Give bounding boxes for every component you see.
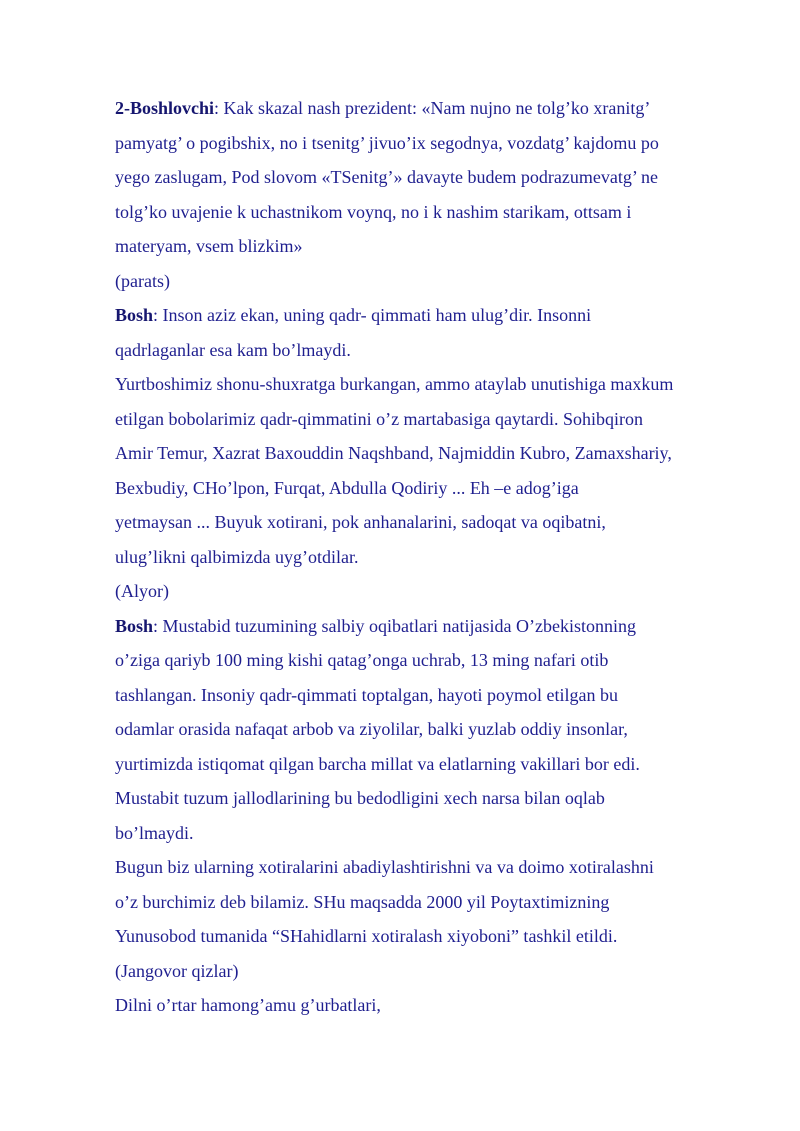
line-text: Mustabit tuzum jallodlarining bu bedodligini xech narsa bilan oqlab: [115, 788, 605, 808]
text-line: [115, 126, 755, 161]
text-line: [115, 505, 755, 540]
line-text: Amir Temur, Xazrat Baxouddin Naqshband, Najmiddin Kubro, Zamaxshariy,: [115, 443, 672, 463]
text-line: [115, 988, 755, 1023]
line-text: Bugun biz ularning xotiralarini abadiylashtirishni va va doimo xotiralashni: [115, 857, 654, 877]
text-line: [115, 816, 755, 851]
line-text: (Jangovor qizlar): [115, 960, 239, 981]
document-body: [115, 91, 755, 1023]
text-line: [115, 885, 755, 920]
text-line: [115, 229, 755, 264]
text-line: [115, 643, 755, 678]
line-text: Dilni o’rtar hamong’amu g’urbatlari,: [115, 995, 381, 1015]
text-line: [115, 367, 755, 402]
line-text: : Kak skazal nash prezident: «Nam nujno ne tolg’ko xranitg’: [214, 98, 651, 118]
line-text: qadrlaganlar esa kam bo’lmaydi.: [115, 339, 351, 360]
line-text: pamyatg’ o pogibshix, no i tsenitg’ jivuo’ix segodnya, vozdatg’ kajdomu po: [115, 132, 659, 153]
text-line: [115, 436, 755, 471]
speaker-label: Bosh: [115, 615, 154, 636]
line-text: tolg’ko uvajenie k uchastnikom voynq, no i k nashim starikam, ottsam i: [115, 201, 632, 222]
stage-direction: [115, 264, 755, 299]
stage-direction: [115, 574, 755, 609]
line-text: : Mustabid tuzumining salbiy oqibatlari natijasida O’zbekistonning: [153, 615, 636, 636]
text-line: [115, 402, 755, 437]
text-line: [115, 91, 755, 126]
line-text: yego zaslugam, Pod slovom «TSenitg’» davayte budem podrazumevatg’ ne: [115, 167, 659, 187]
line-text: etilgan bobolarimiz qadr-qimmatini o’z martabasiga qaytardi. Sohibqiron: [115, 408, 643, 429]
line-text: (parats): [115, 270, 170, 291]
text-line: [115, 747, 755, 782]
stage-direction: [115, 954, 755, 989]
line-text: Bexbudiy, CHo’lpon, Furqat, Abdulla Qodiriy ... Eh –e adog’iga: [115, 477, 579, 498]
text-line: [115, 919, 755, 954]
text-line: [115, 471, 755, 506]
line-text: o’z burchimiz deb bilamiz. SHu maqsadda 2000 yil Poytaxtimizning: [115, 891, 610, 912]
text-line: [115, 609, 755, 644]
text-line: [115, 333, 755, 368]
line-text: bo’lmaydi.: [115, 822, 194, 843]
line-text: yurtimizda istiqomat qilgan barcha millat va elatlarning vakillari bor edi.: [115, 753, 640, 774]
line-text: Yunusobod tumanida “SHahidlarni xotiralash xiyoboni” tashkil etildi.: [115, 926, 618, 946]
line-text: ulug’likni qalbimizda uyg’otdilar.: [115, 546, 359, 567]
text-line: [115, 678, 755, 713]
line-text: Yurtboshimiz shonu-shuxratga burkangan, ammo ataylab unutishiga maxkum: [115, 374, 674, 394]
line-text: (Alyor): [115, 581, 169, 601]
text-line: [115, 712, 755, 747]
line-text: yetmaysan ... Buyuk xotirani, pok anhanalarini, sadoqat va oqibatni,: [115, 512, 606, 532]
speaker-label: 2-Boshlovchi: [115, 98, 215, 118]
line-text: odamlar orasida nafaqat arbob va ziyolilar, balki yuzlab oddiy insonlar,: [115, 719, 628, 739]
line-text: : Inson aziz ekan, uning qadr- qimmati ham ulug’dir. Insonni: [153, 305, 592, 325]
text-line: [115, 195, 755, 230]
text-line: [115, 781, 755, 816]
line-text: materyam, vsem blizkim»: [115, 236, 303, 256]
speaker-label: Bosh: [115, 305, 154, 325]
text-line: [115, 540, 755, 575]
line-text: o’ziga qariyb 100 ming kishi qatag’onga uchrab, 13 ming nafari otib: [115, 650, 609, 670]
text-line: [115, 850, 755, 885]
text-line: [115, 160, 755, 195]
text-line: [115, 298, 755, 333]
line-text: tashlangan. Insoniy qadr-qimmati toptalgan, hayoti poymol etilgan bu: [115, 684, 619, 705]
